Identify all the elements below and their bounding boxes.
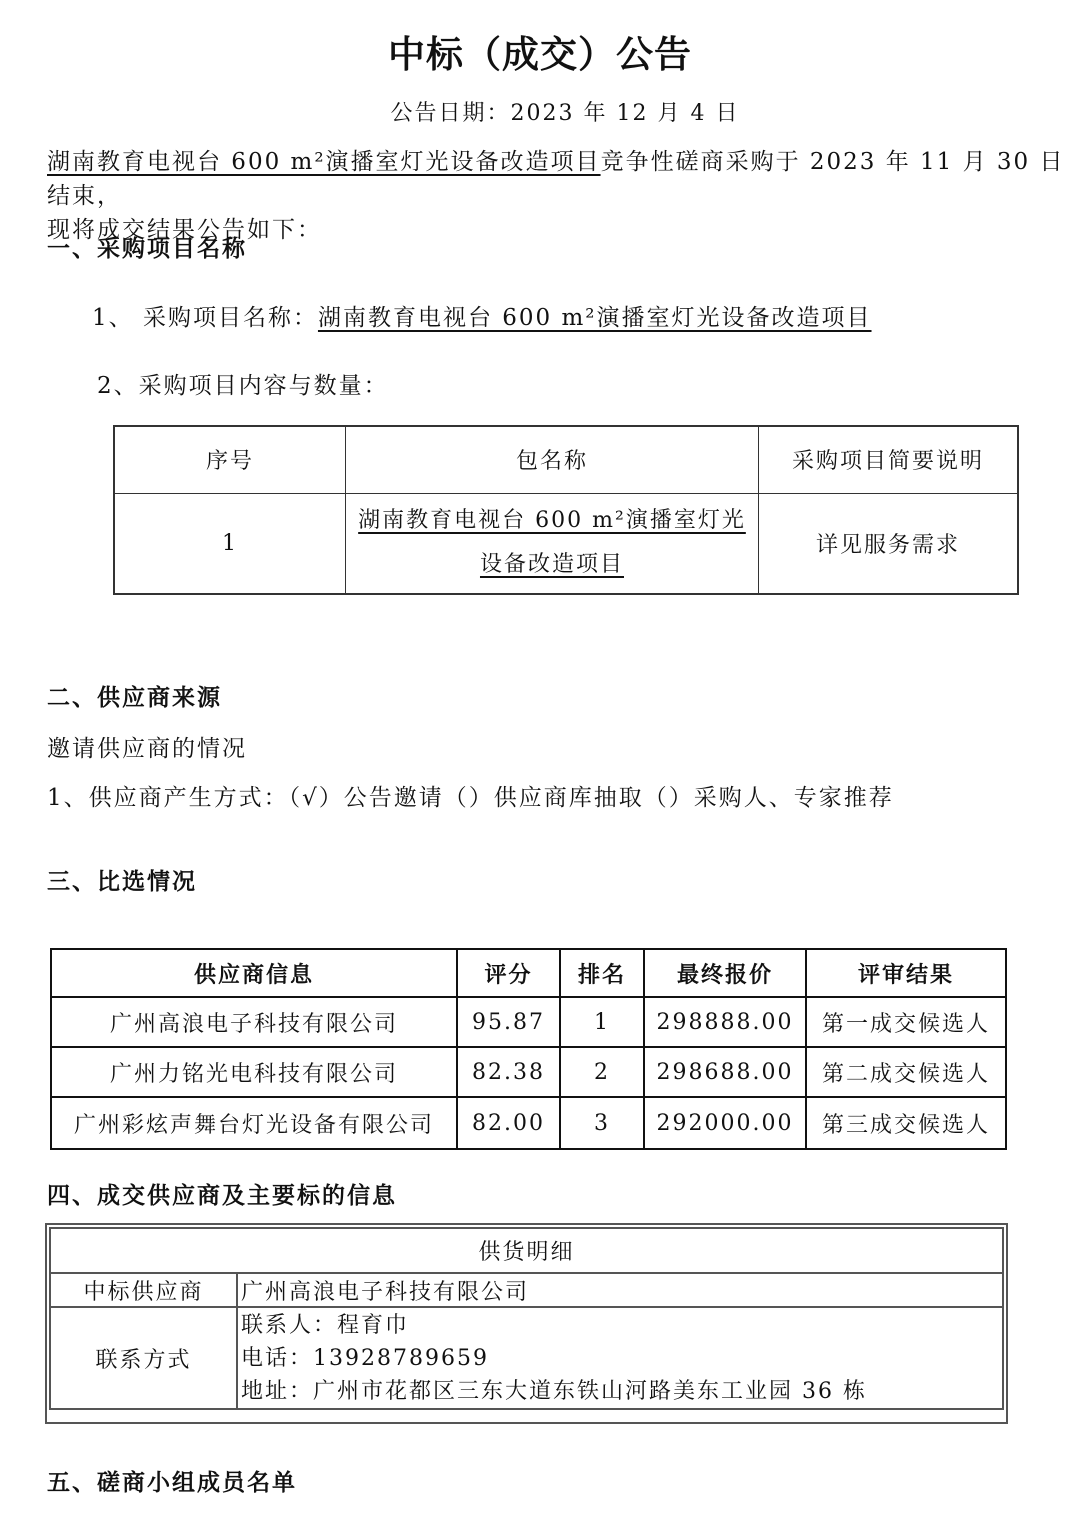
- cell-score: 82.00: [457, 1097, 560, 1149]
- section2-line2: 1、供应商产生方式：（√）公告邀请（）供应商库抽取（）采购人、专家推荐: [47, 785, 894, 811]
- supplier-label: 中标供应商: [50, 1273, 237, 1307]
- section1-item1: [92, 299, 872, 332]
- cell-rank: 3: [560, 1097, 644, 1149]
- cell-no: 1: [114, 493, 346, 594]
- cell-description: 详见服务需求: [759, 493, 1019, 594]
- table-header-row: [114, 426, 1018, 493]
- cell-result: 第一成交候选人: [806, 997, 1006, 1047]
- cell-score: 82.38: [457, 1047, 560, 1097]
- section2-heading: 二、供应商来源: [47, 685, 222, 711]
- table-row: [51, 1097, 1006, 1149]
- cell-package-name[interactable]: [346, 493, 759, 594]
- supply-detail-caption: 供货明细: [50, 1228, 1003, 1273]
- header-cell-price: 最终报价: [644, 949, 806, 997]
- table-row: [50, 1273, 1003, 1307]
- header-cell-rank: 排名: [560, 949, 644, 997]
- contact-phone: 电话：13928789659: [241, 1345, 489, 1371]
- page-title: 中标（成交）公告: [388, 33, 692, 76]
- cell-result: 第二成交候选人: [806, 1047, 1006, 1097]
- table-header-row: [51, 949, 1006, 997]
- header-cell-result: 评审结果: [806, 949, 1006, 997]
- section1-item1-label: 1、 采购项目名称：: [92, 305, 318, 331]
- package-name-line1[interactable]: 湖南教育电视台 600 m²演播室灯光: [358, 508, 746, 534]
- intro-text-line2: 现将成交结果公告如下：: [47, 217, 322, 243]
- section3-heading: 三、比选情况: [47, 869, 197, 895]
- cell-result: 第三成交候选人: [806, 1097, 1006, 1149]
- procurement-content-table: [113, 425, 1019, 595]
- cell-price: 298888.00: [644, 997, 806, 1047]
- contact-address: 地址：广州市花都区三东大道东铁山河路美东工业园 36 栋: [241, 1378, 867, 1404]
- table-row: [114, 493, 1018, 594]
- section4-heading: 四、成交供应商及主要标的信息: [47, 1183, 397, 1209]
- comparison-table: [50, 948, 1007, 1150]
- cell-supplier: 广州彩炫声舞台灯光设备有限公司: [51, 1097, 457, 1149]
- cell-rank: 1: [560, 997, 644, 1047]
- supplier-value: 广州高浪电子科技有限公司: [237, 1273, 1003, 1307]
- table-row: [51, 1047, 1006, 1097]
- section5-heading: 五、磋商小组成员名单: [47, 1470, 297, 1496]
- header-cell-no: 序号: [114, 426, 346, 493]
- cell-price: 292000.00: [644, 1097, 806, 1149]
- contact-person: 联系人：程育巾: [241, 1312, 410, 1338]
- cell-supplier: 广州力铭光电科技有限公司: [51, 1047, 457, 1097]
- intro-project-link[interactable]: 湖南教育电视台 600 m²演播室灯光设备改造项目: [47, 149, 601, 175]
- header-cell-package-name: 包名称: [346, 426, 759, 493]
- table-row: [51, 997, 1006, 1047]
- supply-detail-frame: [45, 1223, 1008, 1424]
- table-row: [50, 1307, 1003, 1409]
- cell-rank: 2: [560, 1047, 644, 1097]
- cell-price: 298688.00: [644, 1047, 806, 1097]
- section1-heading: 一、采购项目名称: [47, 236, 247, 262]
- cell-supplier: 广州高浪电子科技有限公司: [51, 997, 457, 1047]
- section1-item1-link[interactable]: 湖南教育电视台 600 m²演播室灯光设备改造项目: [317, 305, 872, 331]
- announcement-date: 公告日期：2023 年 12 月 4 日: [390, 101, 740, 126]
- section2-line1: 邀请供应商的情况: [47, 736, 247, 762]
- supply-detail-table: [49, 1227, 1004, 1410]
- table-caption-row: [50, 1228, 1003, 1273]
- cell-score: 95.87: [457, 997, 560, 1047]
- section1-item2: 2、采购项目内容与数量：: [97, 373, 389, 399]
- contact-details: [237, 1307, 1003, 1409]
- header-cell-supplier: 供应商信息: [51, 949, 457, 997]
- package-name-line2[interactable]: 设备改造项目: [479, 552, 624, 578]
- intro-text-line1: 竞争性磋商采购于 2023 年 11 月 30 日结束，: [47, 149, 1065, 209]
- header-cell-score: 评分: [457, 949, 560, 997]
- contact-label: 联系方式: [50, 1307, 237, 1409]
- header-cell-description: 采购项目简要说明: [759, 426, 1019, 493]
